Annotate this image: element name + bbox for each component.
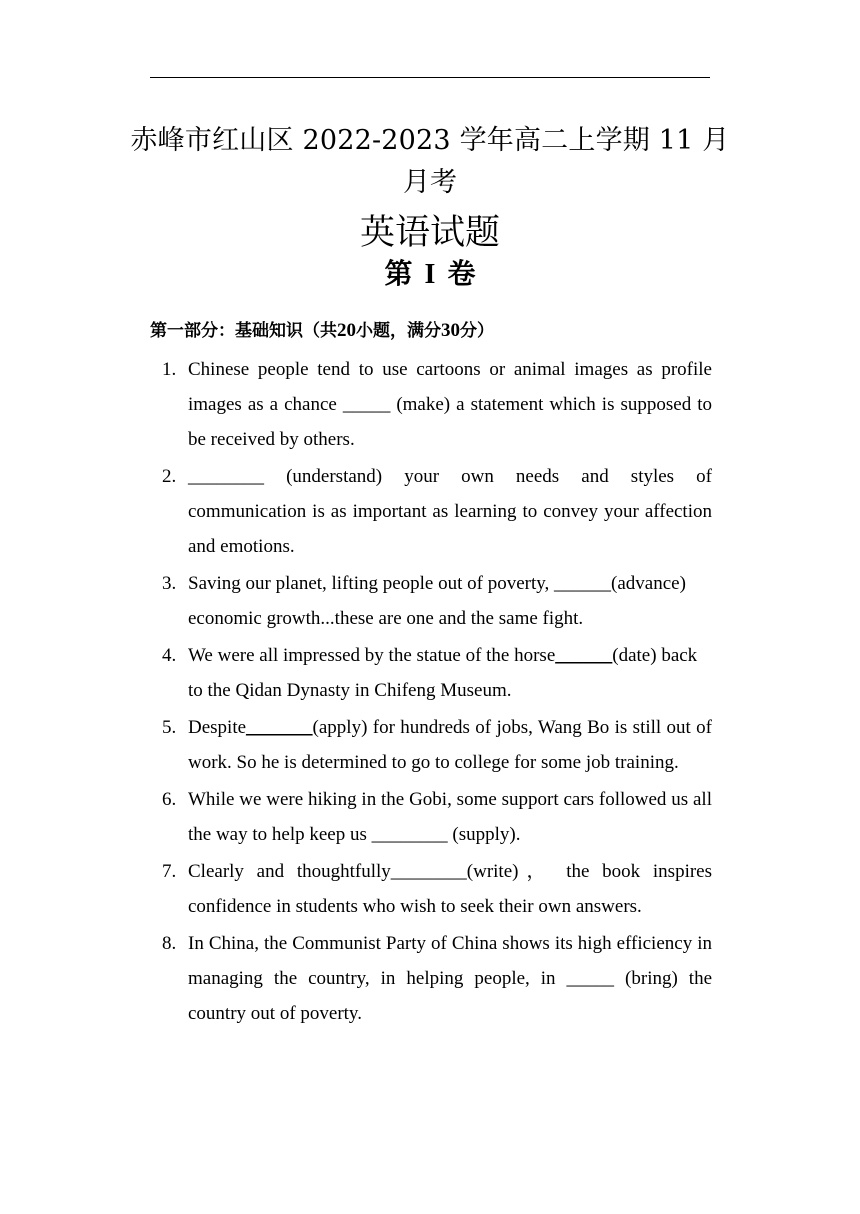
question-text: While we were hiking in the Gobi, some support cars followed us all the way to help keep us ________ (supply). <box>188 789 712 845</box>
question-item <box>160 854 712 924</box>
section-heading-text3: 分） <box>460 321 494 341</box>
volume-title <box>120 252 740 292</box>
section-heading-text1: 第一部分：基础知识（共 <box>150 321 337 341</box>
question-text <box>188 638 712 708</box>
question-number: 1. <box>162 359 177 380</box>
section-total-score: 30 <box>441 320 460 341</box>
volume-suffix: 卷 <box>447 257 476 290</box>
question-text-before: We were all impressed by the statue of the horse <box>188 645 556 666</box>
question-text: Chinese people tend to use cartoons or animal images as profile images as a chance _____ (make) a statement which is supposed to be received by others. <box>188 359 712 450</box>
answer-blank: _______ <box>246 717 313 738</box>
header-rule <box>150 77 710 78</box>
section-question-count: 20 <box>337 320 356 341</box>
question-number: 2. <box>162 466 177 487</box>
section-heading-text2: 小题，满分 <box>356 321 441 341</box>
question-text-after: (date) back to the Qidan Dynasty in Chifeng Museum. <box>188 645 698 701</box>
question-item <box>160 566 712 636</box>
volume-prefix: 第 <box>384 257 413 290</box>
question-item <box>160 926 712 1031</box>
question-text: ________ (understand) your own needs and styles of communication is as important as learning to convey your affection and emotions. <box>188 466 712 557</box>
question-text-after: (apply) for hundreds of jobs, Wang Bo is still out of work. So he is determined to go to college for some job training. <box>188 717 712 773</box>
question-number: 5. <box>162 717 177 738</box>
question-item <box>160 352 712 457</box>
exam-title-line2: 月考 <box>403 167 457 198</box>
question-item <box>160 638 712 708</box>
question-number: 7. <box>162 861 177 882</box>
volume-number: I <box>424 259 436 290</box>
question-text: Saving our planet, lifting people out of poverty, ______(advance) economic growth...these are one and the same fight. <box>188 573 686 629</box>
question-text <box>188 710 712 780</box>
question-number: 8. <box>162 933 177 954</box>
subject-title: 英语试题 <box>359 213 500 253</box>
question-text: Clearly and thoughtfully________(write)， the book inspires confidence in students who wish to seek their own answers. <box>188 861 712 917</box>
question-list <box>160 352 712 1033</box>
question-item <box>160 459 712 564</box>
question-number: 4. <box>162 645 177 666</box>
section-heading <box>150 316 494 342</box>
question-item <box>160 710 712 780</box>
question-number: 3. <box>162 573 177 594</box>
question-number: 6. <box>162 789 177 810</box>
question-text-before: Despite <box>188 717 247 738</box>
exam-title-line1: 赤峰市红山区 2022-2023 学年高二上学期 11 月 <box>130 125 730 156</box>
question-text: In China, the Communist Party of China shows its high efficiency in managing the country, in helping people, in _____ (bring) the country out of poverty. <box>188 933 712 1024</box>
question-item <box>160 782 712 852</box>
answer-blank: ______ <box>555 645 613 666</box>
